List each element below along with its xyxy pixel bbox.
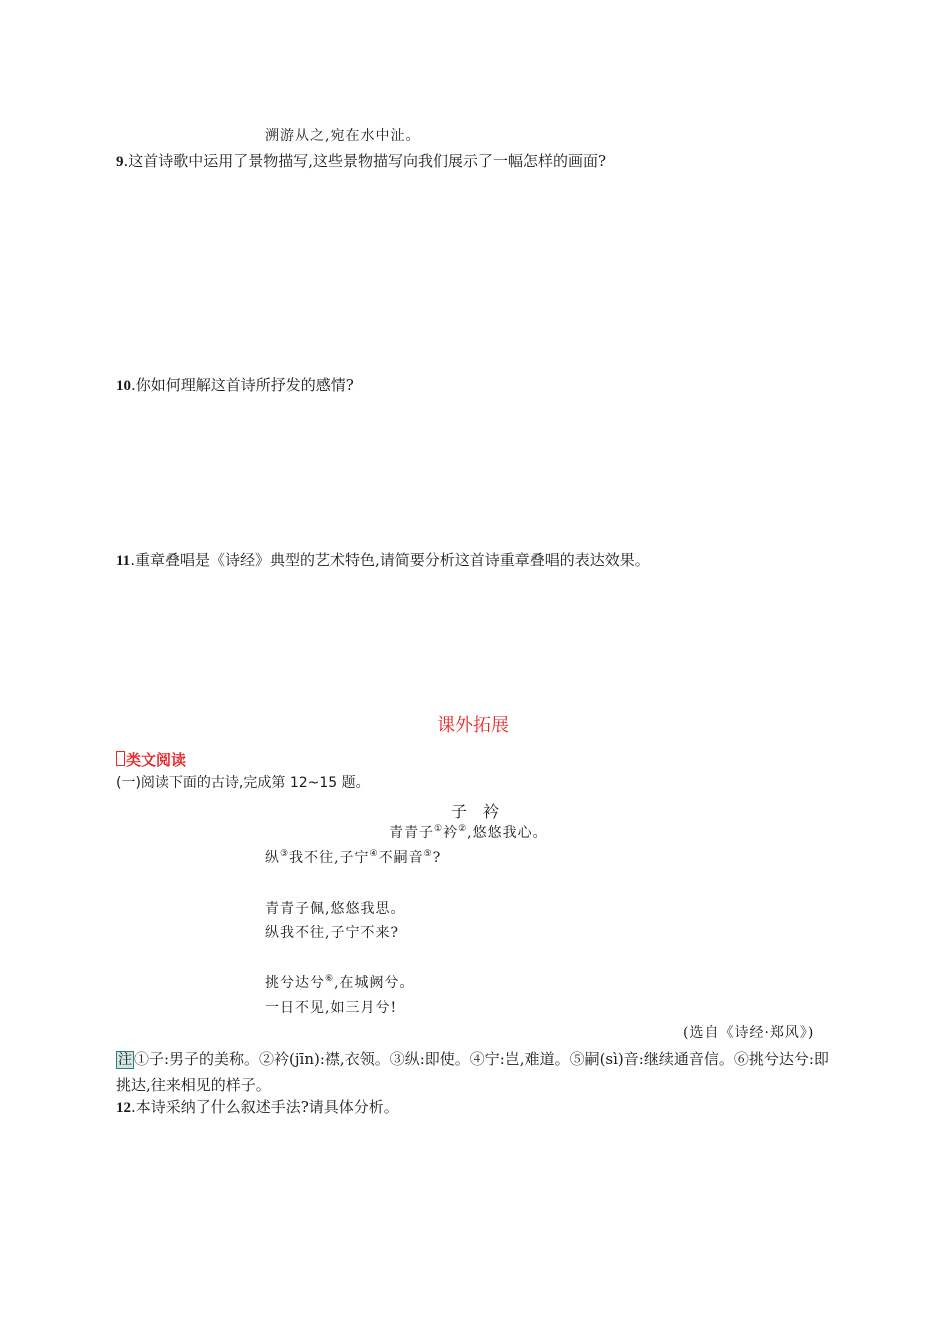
question-11 <box>116 550 650 571</box>
question-number: 10 <box>116 378 131 394</box>
poem-text: 不嗣音 <box>378 850 424 866</box>
note-label: 注 <box>118 1052 132 1068</box>
poem-text: 衿 <box>443 825 459 841</box>
question-12 <box>116 1097 399 1118</box>
poem-text: ,在城阙兮。 <box>334 975 415 991</box>
poem-line-6: 一日不见,如三月兮! <box>265 1000 398 1016</box>
footnote-mark: ③ <box>280 849 290 859</box>
poem-line-2 <box>265 848 441 868</box>
question-text: .你如何理解这首诗所抒发的感情? <box>131 376 354 394</box>
poem-text: 挑兮达兮 <box>265 975 325 991</box>
subsection-label: 类文阅读 <box>126 751 187 769</box>
footnote-mark: ① <box>434 824 444 834</box>
footnote-mark: ④ <box>369 849 379 859</box>
poem-text: ? <box>432 850 442 866</box>
question-number: 11 <box>116 553 131 569</box>
poem-source: (选自《诗经·郑风》) <box>683 1025 815 1041</box>
poem-line-previous: 溯游从之,宛在水中沚。 <box>265 128 421 144</box>
footnote-mark: ⑤ <box>423 849 433 859</box>
footnote-mark: ⑥ <box>325 974 335 984</box>
question-9 <box>116 151 606 172</box>
question-text: .这首诗歌中运用了景物描写,这些景物描写向我们展示了一幅怎样的画面? <box>123 152 607 170</box>
poem-text: ,悠悠我心。 <box>467 825 548 841</box>
reading-instruction: (一)阅读下面的古诗,完成第 12~15 题。 <box>116 775 370 791</box>
poem-line-1 <box>389 823 548 843</box>
poem-text: 青青子 <box>389 825 434 841</box>
poem-text: 纵 <box>265 850 280 866</box>
note-text: ①子:男子的美称。②衿(jīn):襟,衣领。③纵:即使。④宁:岂,难道。⑤嗣(sì)音:继续通音信。⑥挑兮达兮:即挑达,往来相见的样子。 <box>116 1050 829 1094</box>
poem-text: 我不往,子宁 <box>289 850 370 866</box>
poem-line-4: 纵我不往,子宁不来? <box>265 925 399 941</box>
question-text: .本诗采纳了什么叙述手法?请具体分析。 <box>131 1098 399 1116</box>
question-number: 12 <box>116 1100 131 1116</box>
annotation <box>116 1046 836 1098</box>
poem-line-5 <box>265 973 415 993</box>
footnote-mark: ② <box>458 824 468 834</box>
subsection-title <box>116 749 186 770</box>
question-text: .重章叠唱是《诗经》典型的艺术特色,请简要分析这首诗重章叠唱的表达效果。 <box>130 551 650 569</box>
poem-line-3: 青青子佩,悠悠我思。 <box>265 901 406 917</box>
section-title: 课外拓展 <box>437 715 509 736</box>
question-10 <box>116 375 354 396</box>
box-icon <box>116 751 125 766</box>
question-number: 9 <box>116 154 124 170</box>
poem-title: 子 衿 <box>451 802 500 821</box>
